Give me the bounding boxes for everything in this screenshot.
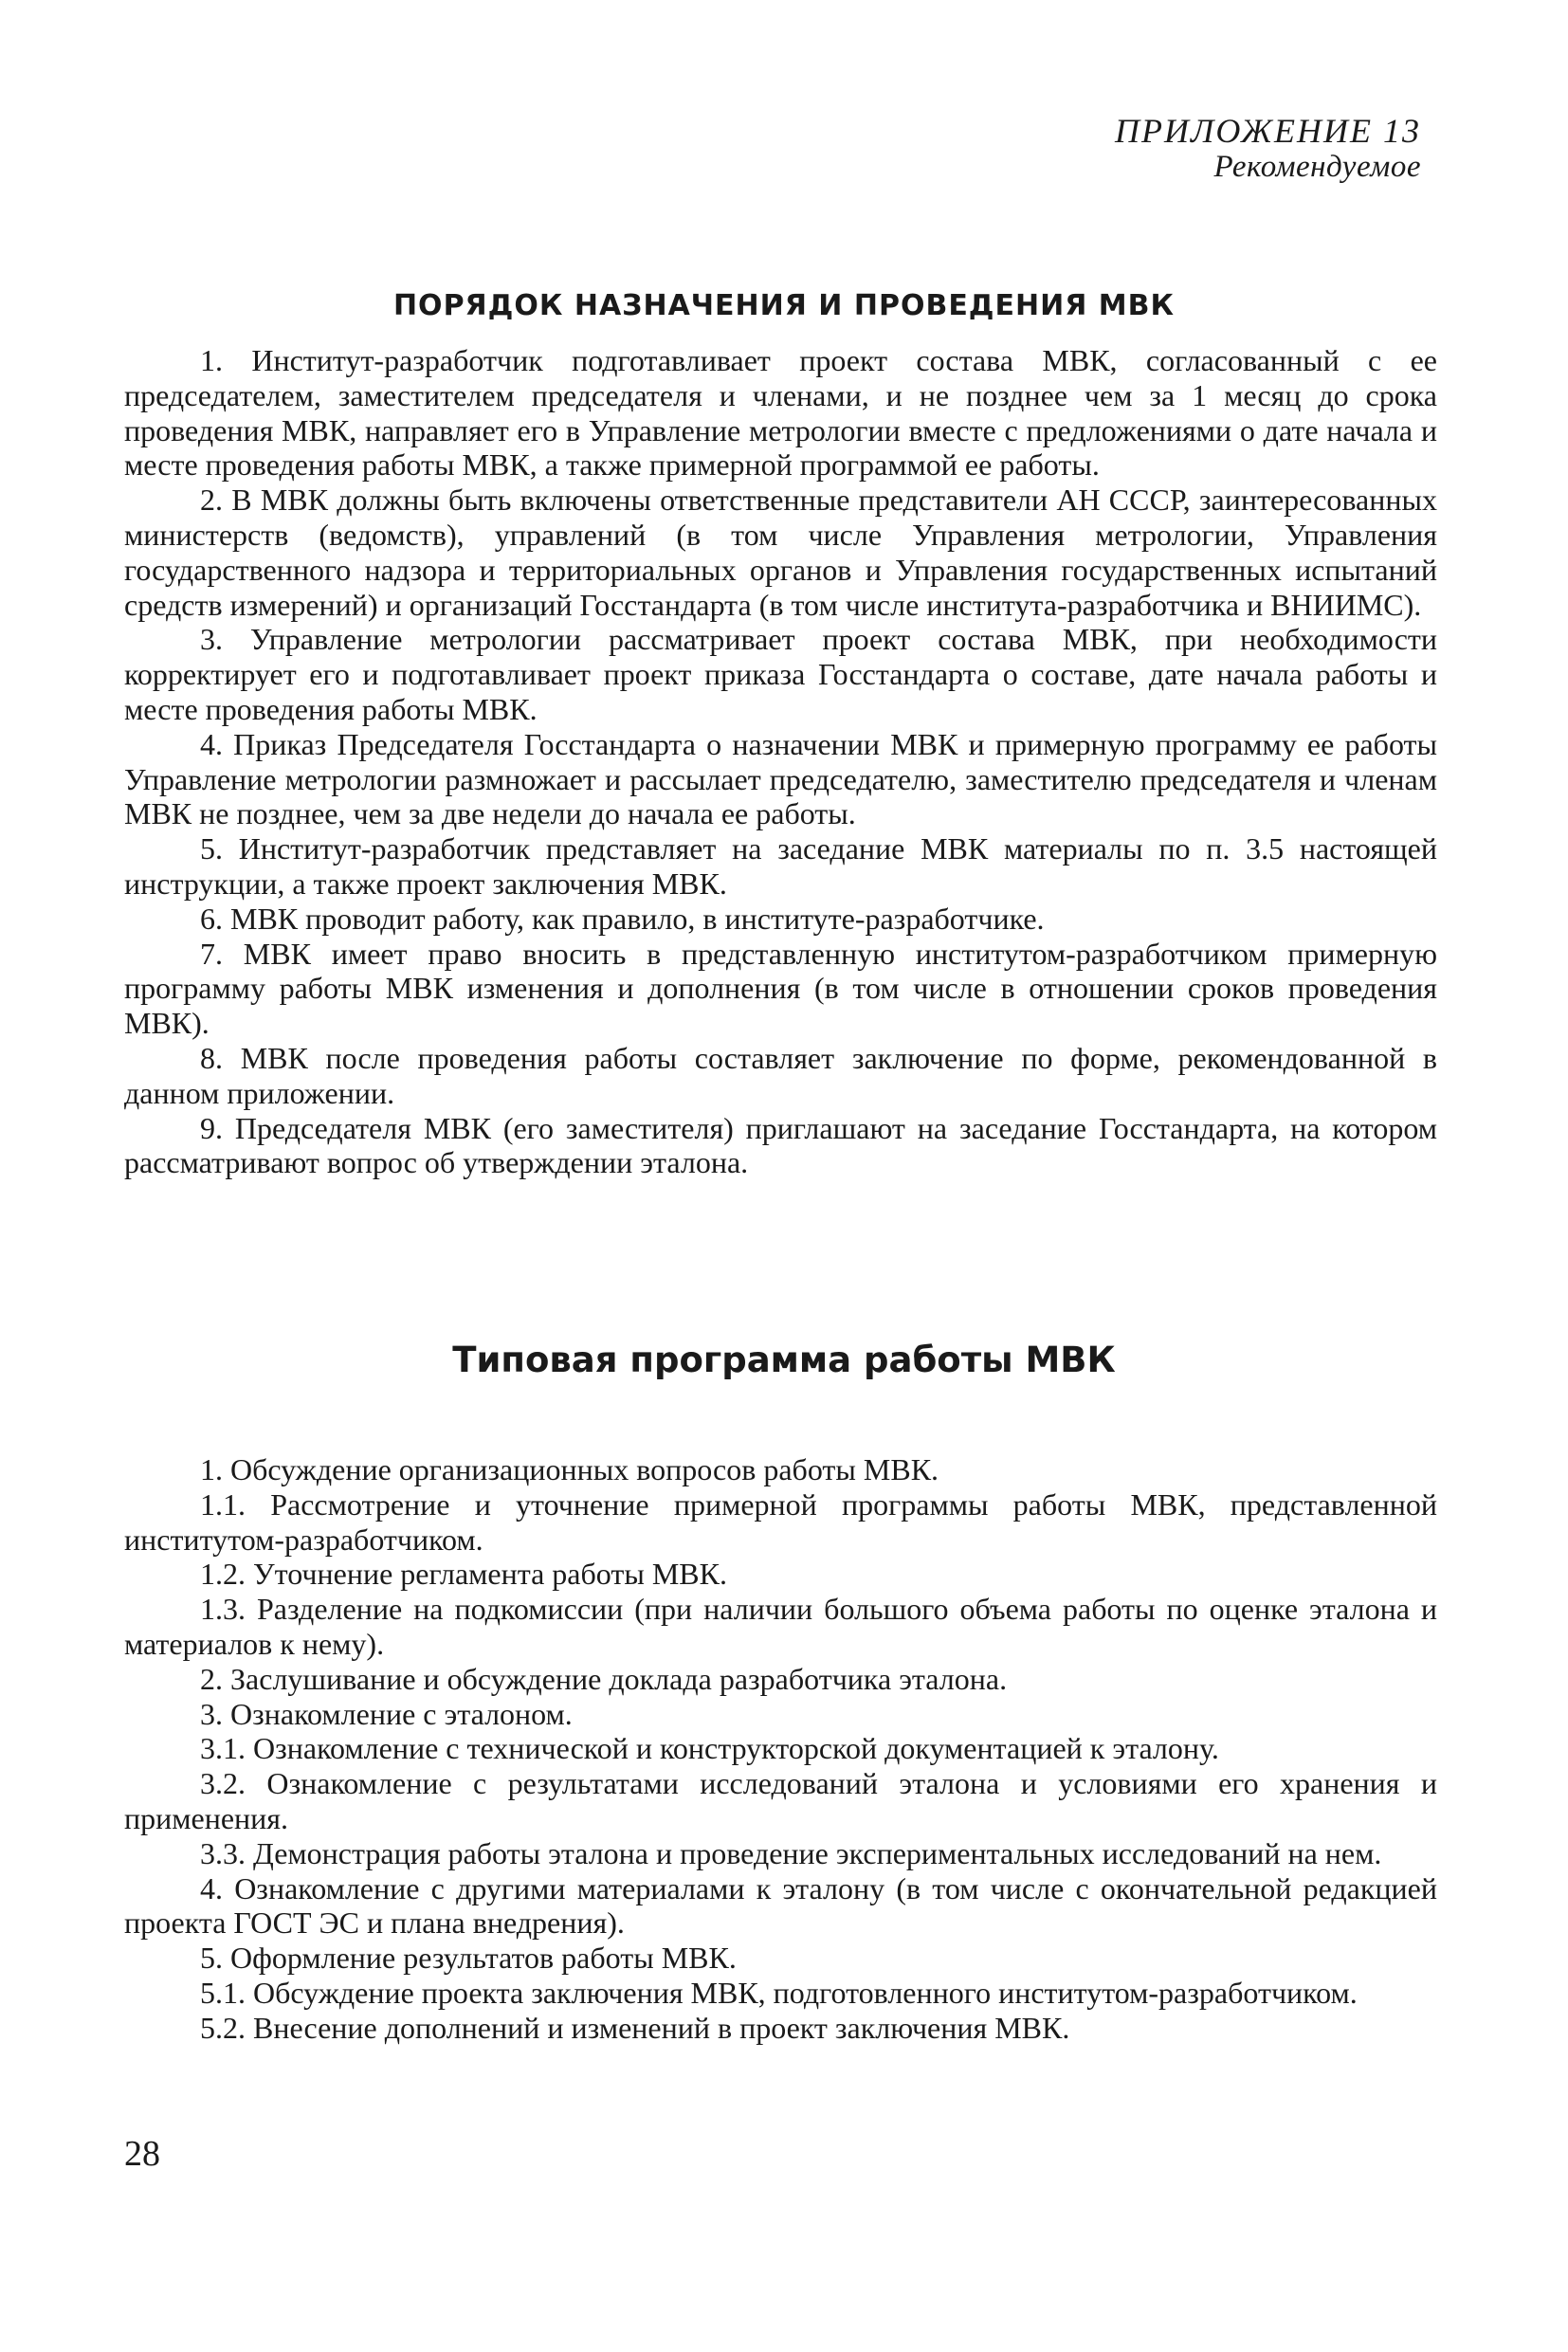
section1-paragraph: 7. МВК имеет право вносить в представленную институтом-разработчиком примерную программу работы МВК изменения и дополнения (в том числе в отношении сроков проведения МВК). [124,936,1437,1041]
section1-paragraph: 2. В МВК должны быть включены ответственные представители АН СССР, заинтересованных министерств (ведомств), управлений (в том числе Управления метрологии, Управления государственного надзора и территориальных органов и Управления государственных испытаний средств измерений) и организаций Госстандарта (в том числе института-разработчика и ВНИИМС). [124,483,1437,622]
section2-paragraph: 4. Ознакомление с другими материалами к эталону (в том числе с окончательной редакцией проекта ГОСТ ЭС и плана внедрения). [124,1870,1437,1941]
section1-title: ПОРЯДОК НАЗНАЧЕНИЯ И ПРОВЕДЕНИЯ МВК [392,289,1176,322]
section2-paragraph: 1. Обсуждение организационных вопросов работы МВК. [200,1452,939,1486]
section2-paragraph: 5.1. Обсуждение проекта заключения МВК, подготовленного институтом-разработчиком. [200,1975,1358,2010]
section2-paragraph: 3.3. Демонстрация работы эталона и проведение экспериментальных исследований на нем. [200,1835,1382,1870]
annex-status: Рекомендуемое [1213,150,1421,185]
section1-paragraph: 9. Председателя МВК (его заместителя) приглашают на заседание Госстандарта, на котором рассматривают вопрос об утверждении эталона. [124,1110,1437,1180]
section2-paragraph: 3.2. Ознакомление с результатами исследований эталона и условиями его хранения и применения. [124,1766,1437,1835]
annex-number: ПРИЛОЖЕНИЕ 13 [1115,112,1421,150]
section2-paragraph: 3.1. Ознакомление с технической и конструкторской документацией к эталону. [200,1731,1219,1766]
section2-paragraph: 5.2. Внесение дополнений и изменений в проект заключения МВК. [200,2010,1070,2045]
section1-paragraph: 4. Приказ Председателя Госстандарта о назначении МВК и примерную программу ее работы Управление метрологии размножает и рассылает председателю, заместителю председателя и членам МВК не позднее, чем за две недели до начала ее работы. [124,726,1437,831]
section1-body [124,343,1437,1180]
annex-header [1115,112,1421,185]
section2-paragraph: 1.1. Рассмотрение и уточнение примерной программы работы МВК, представленной институтом-разработчиком. [124,1486,1437,1557]
section1-paragraph: 3. Управление метрологии рассматривает проект состава МВК, при необходимости корректирует его и подготавливает проект приказа Госстандарта о составе, дате начала работы и месте проведения работы МВК. [124,622,1437,726]
section2-paragraph: 3. Ознакомление с эталоном. [200,1696,573,1731]
section2-paragraph: 1.3. Разделение на подкомиссии (при наличии большого объема работы по оценке эталона и материалов к нему). [124,1592,1437,1661]
section1-paragraph: 5. Институт-разработчик представляет на заседание МВК материалы по п. 3.5 настоящей инструкции, а также проект заключения МВК. [124,831,1437,901]
page-number: 28 [124,2134,160,2174]
section2-title: Типовая программа работы МВК [452,1340,1116,1380]
section1-paragraph: 6. МВК проводит работу, как правило, в институте-разработчике. [200,901,1045,936]
section2-paragraph: 1.2. Уточнение регламента работы МВК. [200,1557,727,1592]
section1-paragraph: 8. МВК после проведения работы составляет заключение по форме, рекомендованной в данном приложении. [124,1040,1437,1110]
section1-paragraph: 1. Институт-разработчик подготавливает проект состава МВК, согласованный с ее председателем, заместителем председателя и членами, и не позднее чем за 1 месяц до срока проведения МВК, направляет его в Управление метрологии вместе с предложениями о дате начала и месте проведения работы МВК, а также примерной программой ее работы. [124,343,1437,483]
section2-paragraph: 5. Оформление результатов работы МВК. [200,1941,737,1976]
section2-paragraph: 2. Заслушивание и обсуждение доклада разработчика эталона. [200,1661,1008,1696]
section2-body [124,1452,1437,2046]
